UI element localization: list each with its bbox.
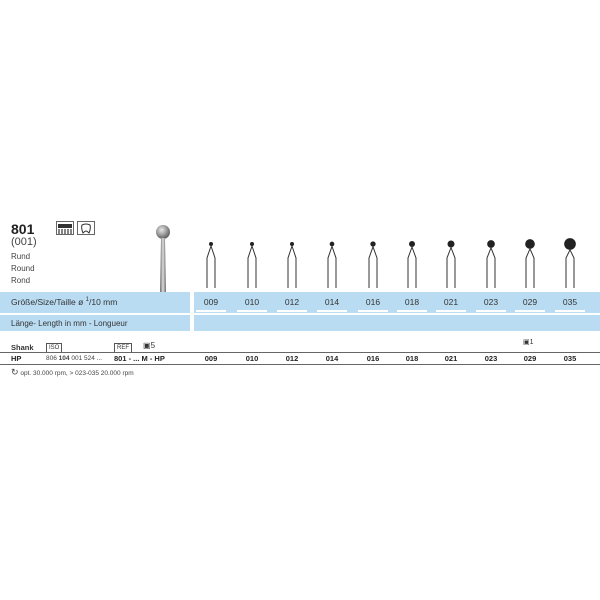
size-underline <box>476 310 506 312</box>
pack-icon: ▣ <box>143 341 151 350</box>
size-value: 012 <box>284 297 300 307</box>
size-value: 018 <box>404 297 420 307</box>
product-name-de: Rund <box>11 252 31 261</box>
size-underline <box>555 310 585 312</box>
product-code: 801 <box>11 221 35 237</box>
size-underline <box>397 310 427 312</box>
bur-illustration <box>148 222 178 292</box>
rotation-icon: ↻ <box>11 367 19 377</box>
size-underline <box>358 310 388 312</box>
pack-icon: ▣ <box>523 339 530 346</box>
tooth-icon <box>77 221 95 235</box>
bur-021 <box>447 241 455 289</box>
ref-number: 801 - ... M - HP <box>114 354 165 363</box>
bur-010 <box>248 242 256 288</box>
hp-size-value: 023 <box>484 354 498 363</box>
iso-number: 806 104 001 524 ... <box>46 355 103 362</box>
bur-018 <box>408 241 416 288</box>
product-name-en: Round <box>11 264 35 273</box>
hp-size-value: 009 <box>204 354 218 363</box>
hp-size-value: 035 <box>563 354 577 363</box>
header-icons <box>56 221 95 235</box>
hp-size-value: 014 <box>325 354 339 363</box>
band-divider <box>190 292 194 331</box>
product-name-fr: Rond <box>11 276 31 285</box>
bur-035 <box>564 238 576 288</box>
rpm-note: ↻ opt. 30.000 rpm, > 023-035 20.000 rpm <box>11 367 134 377</box>
hp-size-value: 016 <box>366 354 380 363</box>
row-line-bottom <box>0 364 600 365</box>
size-value: 010 <box>244 297 260 307</box>
size-underline <box>277 310 307 312</box>
hp-size-value: 029 <box>523 354 537 363</box>
old-product-code: (001) <box>11 236 37 248</box>
size-value: 016 <box>365 297 381 307</box>
pack-note: ▣1 <box>523 339 534 346</box>
hp-label: HP <box>11 354 22 363</box>
bur-012 <box>288 242 296 288</box>
size-underline <box>515 310 545 312</box>
bur-014 <box>328 242 336 288</box>
bur-size-illustrations <box>190 232 600 290</box>
bur-029 <box>525 239 535 288</box>
iso-box: ISO <box>46 343 62 353</box>
size-label: Größe/Size/Taille ø $^1$/10 mm <box>11 297 118 307</box>
size-underline <box>317 310 347 312</box>
ref-box: REF <box>114 343 132 353</box>
length-label: Länge- Length in mm - Longueur <box>11 319 128 328</box>
fg-package-icon <box>56 221 74 235</box>
bur-009 <box>207 242 215 288</box>
size-value: 021 <box>443 297 459 307</box>
row-line-top <box>0 352 600 353</box>
bur-023 <box>487 240 495 288</box>
hp-size-value: 012 <box>285 354 299 363</box>
hp-size-value: 018 <box>405 354 419 363</box>
size-value: 035 <box>562 297 578 307</box>
hp-size-value: 010 <box>245 354 259 363</box>
shank-label: Shank <box>11 343 34 352</box>
size-value: 029 <box>522 297 538 307</box>
hp-size-value: 021 <box>444 354 458 363</box>
shank-pack: ▣5 <box>143 341 156 350</box>
size-underline <box>196 310 226 312</box>
bur-016 <box>369 241 377 288</box>
size-value: 009 <box>203 297 219 307</box>
size-underline <box>237 310 267 312</box>
size-value: 023 <box>483 297 499 307</box>
size-underline <box>436 310 466 312</box>
size-value: 014 <box>324 297 340 307</box>
